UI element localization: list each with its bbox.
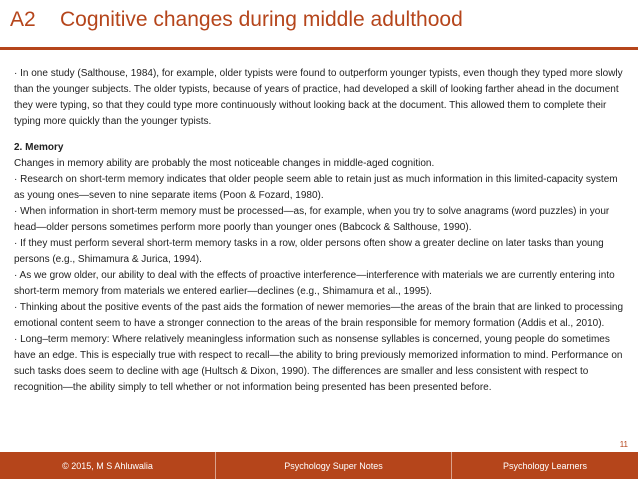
- body-paragraph: · When information in short-term memory must be processed—as, for example, when you try to solve anagrams (word puzzles) in your head—older persons sometimes perform more poorly than younger ones (Babcock & Salthouse, 1990).: [14, 206, 610, 233]
- body-paragraph: · Long–term memory: Where relatively meaningless information such as nonsense syllables is concerned, young people do sometimes have an edge. This is especially true with respect to recall—the ability to bring previously memorized information to mind. Performance on such tasks does seem to decline with age (Hultsch & Dixon, 1990). The differences are smaller and less consistent with respect to recognition—the ability simply to tell whether or not information being presented has been presented before.: [14, 334, 623, 393]
- slide-header: [0, 0, 638, 58]
- header-divider: [0, 47, 638, 50]
- body-paragraph: · As we grow older, our ability to deal with the effects of proactive interference—interference with materials we are currently entering into short-term memory from materials we entered earlier—declines (e.g., Shimamura et al., 1995).: [14, 270, 615, 297]
- body-paragraph: · Research on short-term memory indicates that older people seem able to retain just as much information in this limited-capacity system as young ones—seven to nine separate items (Poon & Fozard, 1980).: [14, 174, 618, 201]
- slide-footer: [0, 452, 638, 479]
- body-paragraph: Changes in memory ability are probably the most noticeable changes in middle-aged cognition.: [14, 158, 435, 169]
- footer-right-label: Psychology Learners: [502, 460, 588, 471]
- slide-number: A2: [10, 8, 36, 31]
- slide-body: [14, 66, 626, 396]
- body-paragraph: · Thinking about the positive events of the past aids the formation of newer memories—the areas of the brain that are linked to processing emotional content seem to have a stronger connection to the areas of the brain responsible for memory formation (Addis et al., 2010).: [14, 302, 624, 329]
- intro-paragraph: · In one study (Salthouse, 1984), for example, older typists were found to outperform younger typists, even though they typed more slowly than the younger subjects. The older typists, because of years of practice, had developed a skill of looking farther ahead in the document they were typing, so that they could type more continuously without looking back at the document. This allowed them to complete their typing more quickly than the younger typists.: [14, 68, 623, 127]
- page-number: 11: [619, 440, 628, 449]
- body-paragraph: · If they must perform several short-term memory tasks in a row, older persons often show a greater decline on later tasks than young persons (e.g., Shimamura & Jurica, 1994).: [14, 238, 604, 265]
- slide-title: Cognitive changes during middle adulthood: [60, 8, 463, 31]
- footer-center-label: Psychology Super Notes: [215, 452, 452, 479]
- paragraph-gap: [14, 130, 626, 140]
- footer-copyright: © 2015, M S Ahluwalia: [62, 460, 153, 471]
- section-heading: 2. Memory: [14, 142, 64, 153]
